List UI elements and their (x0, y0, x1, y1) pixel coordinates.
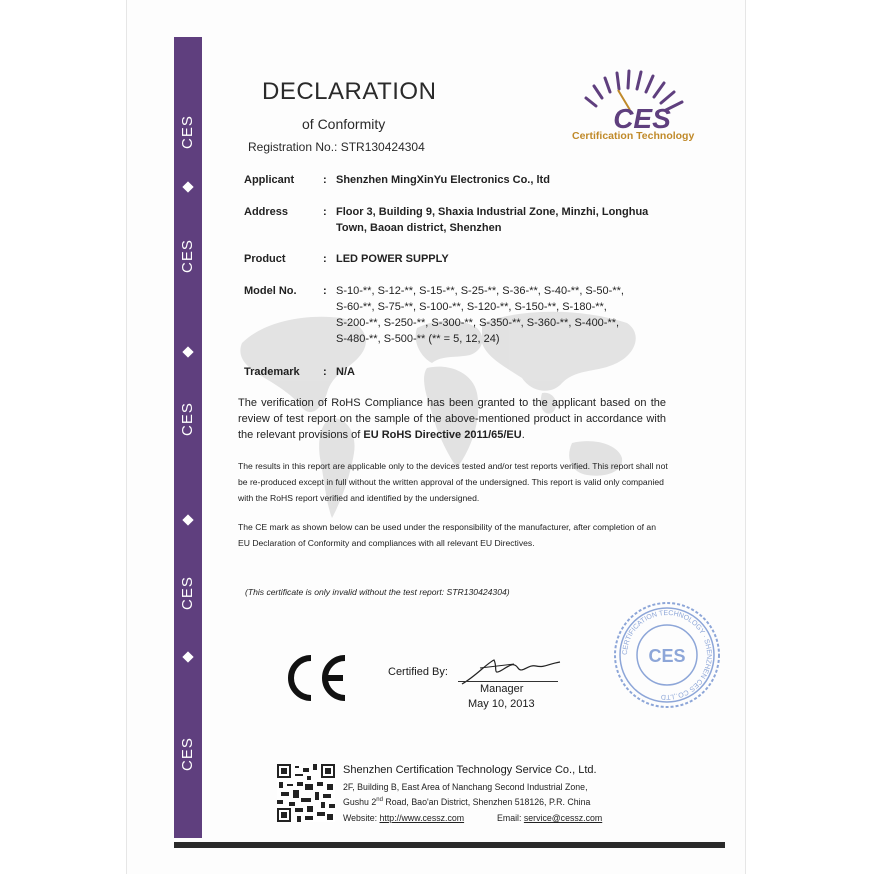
product-colon: : (323, 253, 327, 265)
model-colon: : (323, 285, 327, 297)
issuer-website: Website: http://www.cessz.com (343, 813, 465, 823)
results-paragraph: The results in this report are applicable only to the devices tested and/or test reports verified. This report shall not be re-produced except in full without the written approval of the undersigned. This report is valid only companied with the RoHS report verified and identified by the undersigned. (238, 461, 668, 503)
verification-end: . (521, 429, 525, 441)
stripe-label-4: CES (179, 576, 196, 610)
ce-mark-paragraph: The CE mark as shown below can be used under the responsibility of the manufacturer, after completion of an EU Declaration of Conformity and compliances with all relevant EU Directives. (238, 522, 656, 548)
directive-reference: EU RoHS Directive 2011/65/EU (363, 429, 522, 441)
stripe-diamond-2 (182, 346, 193, 357)
issuer-email: Email: service@cessz.com (497, 813, 603, 823)
validity-note: (This certificate is only invalid without the test report: STR130424304) (245, 587, 510, 597)
signature-date: May 10, 2013 (468, 698, 535, 710)
document-subtitle: of Conformity (302, 116, 386, 132)
bottom-bar (174, 842, 725, 848)
stripe-label-3: CES (179, 402, 196, 436)
seal-center-text: CES (648, 646, 686, 666)
address-label: Address (244, 206, 289, 218)
logo-subtitle: Certification Technology (572, 130, 695, 142)
ce-mark-icon (283, 652, 351, 704)
stripe-label-5: CES (179, 737, 196, 771)
address-colon: : (323, 206, 327, 218)
email-link[interactable]: service@cessz.com (523, 813, 603, 823)
applicant-colon: : (323, 174, 327, 186)
issuer-company: Shenzhen Certification Technology Service Co., Ltd. (343, 764, 597, 776)
issuer-address-2: Gushu 2nd Road, Bao'an District, Shenzhen 518126, P.R. China (343, 797, 591, 807)
left-stripe (174, 37, 202, 838)
model-line-3: S-200-**, S-250-**, S-300-**, S-350-**, S-360-**, S-400-**, (336, 317, 620, 329)
applicant-label: Applicant (244, 174, 295, 186)
stripe-diamond-4 (182, 651, 193, 662)
document-title: DECLARATION (262, 78, 437, 105)
trademark-colon: : (323, 366, 327, 378)
address-line-2: Town, Baoan district, Shenzhen (336, 222, 502, 234)
model-label: Model No. (244, 285, 297, 297)
registration-number: Registration No.: STR130424304 (248, 140, 425, 154)
signature-line (458, 681, 558, 682)
address-line-1: Floor 3, Building 9, Shaxia Industrial Zone, Minzhi, Longhua (336, 206, 649, 218)
trademark-label: Trademark (244, 366, 300, 378)
model-line-2: S-60-**, S-75-**, S-100-**, S-120-**, S-150-**, S-180-**, (336, 301, 607, 313)
logo-text: CES (613, 103, 671, 134)
product-label: Product (244, 253, 286, 265)
stripe-label-2: CES (179, 239, 196, 273)
stripe-label-1: CES (179, 115, 196, 149)
signer-role: Manager (480, 683, 524, 695)
model-line-1: S-10-**, S-12-**, S-15-**, S-25-**, S-36-**, S-40-**, S-50-**, (336, 285, 624, 297)
stripe-diamond-3 (182, 514, 193, 525)
certified-by-label: Certified By: (388, 666, 448, 678)
ces-seal-stamp (612, 600, 722, 710)
product-value: LED POWER SUPPLY (336, 253, 449, 265)
model-line-4: S-480-**, S-500-** (** = 5, 12, 24) (336, 333, 500, 345)
issuer-address-1: 2F, Building B, East Area of Nanchang Second Industrial Zone, (343, 782, 588, 792)
stripe-diamond-1 (182, 181, 193, 192)
seal-ring-text: CERTIFICATION TECHNOLOGY · SHENZHEN CES CO.,LTD (621, 609, 713, 701)
verification-paragraph (238, 395, 666, 443)
trademark-value: N/A (336, 366, 355, 378)
website-link[interactable]: http://www.cessz.com (379, 813, 465, 823)
qr-code (277, 764, 335, 822)
verification-text: The verification of RoHS Compliance has been granted to the applicant based on the review of test report on the sample of the above-mentioned product in accordance with the relevant provisions of (238, 397, 666, 441)
applicant-value: Shenzhen MingXinYu Electronics Co., ltd (336, 174, 550, 186)
